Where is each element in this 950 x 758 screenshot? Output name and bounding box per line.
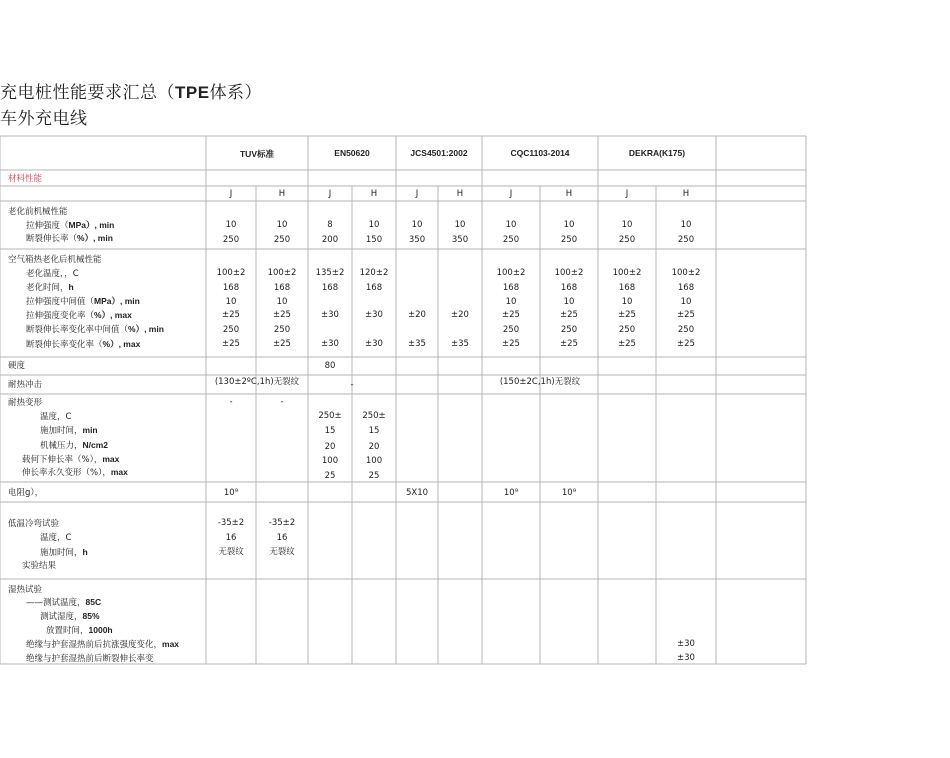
row-label: 机械压力，N/cm2	[40, 440, 109, 451]
row-label: 施加时间，min	[40, 425, 98, 436]
row-label: 测试湿度，85%	[40, 611, 100, 622]
heat-deform-en-mid-3: 20	[368, 442, 380, 452]
air-aging-top-cell-1: 100±2 168 10	[267, 268, 297, 307]
air-aging-mid-cell-1: ±25 250	[273, 310, 291, 335]
row-label: 老化温度，，C	[26, 269, 79, 279]
subheader-cell: H	[456, 189, 464, 199]
air-aging-bot-cell-9: ±25	[677, 339, 695, 349]
air-aging-bot-cell-3: ±30	[365, 339, 383, 349]
before-aging-cell-9: 10 250	[677, 220, 695, 245]
subheader-cell: H	[682, 189, 690, 199]
row-title-air-aging: 空气箱热老化后机械性能	[8, 255, 102, 265]
heat-deform-tuv-h: -	[280, 397, 284, 407]
heat-deform-en-bot-2: 100 25	[321, 456, 339, 481]
cold-bend-result-1: 无裂纹	[269, 547, 295, 557]
before-aging-cell-5: 10 350	[451, 220, 469, 245]
row-label: 伸长率永久变形（%），max	[22, 467, 128, 478]
air-aging-mid-cell-0: ±25 250	[222, 310, 240, 335]
cold-bend-result-0: 无裂纹	[218, 547, 244, 557]
resistance-cqc-j: 10⁹	[503, 488, 519, 498]
before-aging-cell-6: 10 250	[502, 220, 520, 245]
header-dekra: DEKRA(K175)	[628, 148, 686, 158]
cold-bend-tuv-1: -35±2 16	[268, 518, 296, 543]
hardness-value: 80	[324, 361, 336, 371]
air-aging-top-cell-8: 100±2 168 10	[612, 268, 642, 307]
air-aging-mid-cell-7: ±25 250	[560, 310, 578, 335]
heat-shock-tuv: (130±2ºC,1h)无裂纹	[214, 377, 300, 387]
row-label: 拉伸强度变化率（%）, max	[26, 310, 132, 321]
row-label: ——测试温度，85C	[26, 597, 102, 608]
row-label: 断裂伸长率变化率中间值（%）, min	[26, 324, 164, 335]
row-label: 放置时间，1000h	[46, 625, 113, 636]
row-label: 载何下伸长率（%），max	[22, 454, 120, 465]
air-aging-top-cell-7: 100±2 168 10	[554, 268, 584, 307]
air-aging-bot-cell-7: ±25	[560, 339, 578, 349]
damp-heat-dekra-h-2: ±30	[677, 653, 695, 663]
before-aging-cell-0: 10 250	[222, 220, 240, 245]
air-aging-bot-cell-1: ±25	[273, 339, 291, 349]
subheader-cell: H	[565, 189, 573, 199]
row-label: 断裂伸长率变化率（%）, max	[26, 339, 141, 350]
subheader-cell: H	[370, 189, 378, 199]
header-cqc1103: CQC1103-2014	[510, 148, 570, 158]
resistance-jcs: 5X10	[405, 488, 429, 498]
row-title-heat-deform: 耐热变形	[8, 398, 43, 408]
air-aging-top-cell-0: 100±2 168 10	[216, 268, 246, 307]
heat-deform-tuv-j: -	[229, 397, 233, 407]
subheader-cell: J	[328, 189, 332, 199]
air-aging-bot-cell-5: ±35	[451, 339, 469, 349]
row-title-resistance: 电阻g），	[8, 488, 44, 498]
air-aging-bot-cell-8: ±25	[618, 339, 636, 349]
damp-heat-dekra-h-1: ±30	[677, 639, 695, 649]
air-aging-bot-cell-4: ±35	[408, 339, 426, 349]
row-label: 老化时间，h	[26, 282, 74, 293]
air-aging-bot-cell-2: ±30	[321, 339, 339, 349]
heat-shock-en: -	[350, 380, 354, 390]
row-label: 拉伸强度中间值（MPa）, min	[26, 296, 140, 307]
subheader-cell: J	[229, 189, 233, 199]
before-aging-cell-1: 10 250	[273, 220, 291, 245]
header-tuv: TUV标准	[239, 149, 275, 159]
before-aging-cell-8: 10 250	[618, 220, 636, 245]
air-aging-mid-cell-9: ±25 250	[677, 310, 695, 335]
subheader-cell: J	[509, 189, 513, 199]
before-aging-cell-4: 10 350	[408, 220, 426, 245]
heat-deform-en-bot-3: 100 25	[365, 456, 383, 481]
air-aging-mid-cell-3: ±30	[365, 310, 383, 320]
subheader-cell: H	[278, 189, 286, 199]
subheader-cell: J	[625, 189, 629, 199]
before-aging-cell-3: 10 150	[365, 220, 383, 245]
air-aging-mid-cell-5: ±20	[451, 310, 469, 320]
air-aging-mid-cell-8: ±25 250	[618, 310, 636, 335]
row-title-damp-heat: 湿热试验	[8, 585, 43, 595]
row-label: 绝缘与护套湿热前后抗涨强度变化，max	[26, 639, 180, 650]
heat-deform-en-mid-2: 20	[324, 442, 336, 452]
row-label: 实验结果	[22, 561, 57, 571]
air-aging-mid-cell-6: ±25 250	[502, 310, 520, 335]
heat-shock-cqc: (150±2C,1h)无裂纹	[499, 377, 581, 387]
row-label: 断裂伸长率（%）, min	[26, 233, 113, 244]
row-title-hardness: 硬度	[8, 361, 26, 371]
resistance-cqc-h: 10⁹	[561, 488, 577, 498]
header-en50620: EN50620	[334, 148, 370, 158]
row-label: 绝缘与护套湿热前后断裂伸长率变	[26, 654, 154, 664]
air-aging-mid-cell-2: ±30	[321, 310, 339, 320]
air-aging-mid-cell-4: ±20	[408, 310, 426, 320]
heat-deform-en-top-2: 250± 15	[318, 411, 342, 436]
air-aging-top-cell-9: 100±2 168 10	[671, 268, 701, 307]
row-label: 拉伸强度（MPa）, min	[26, 220, 115, 231]
resistance-tuv: 10⁹	[223, 488, 239, 498]
air-aging-bot-cell-6: ±25	[502, 339, 520, 349]
row-label: 施加时间，h	[40, 547, 88, 558]
air-aging-top-cell-6: 100±2 168 10	[496, 268, 526, 307]
row-label: 温度，C	[40, 533, 72, 543]
page-subtitle: 车外充电线	[0, 109, 88, 129]
before-aging-cell-7: 10 250	[560, 220, 578, 245]
before-aging-cell-2: 8 200	[321, 220, 339, 245]
row-label: 温度，C	[40, 412, 72, 422]
subheader-cell: J	[415, 189, 419, 199]
row-title-cold-bend: 低温冷弯试验	[8, 519, 60, 529]
section-label: 材料性能	[8, 174, 43, 184]
air-aging-bot-cell-0: ±25	[222, 339, 240, 349]
row-title-before-aging: 老化前机械性能	[8, 207, 68, 217]
page-title: 充电桩性能要求汇总（TPE体系）	[0, 83, 263, 103]
row-title-heat-shock: 耐热冲击	[8, 380, 43, 390]
air-aging-top-cell-3: 120±2 168	[359, 268, 389, 293]
heat-deform-en-top-3: 250± 15	[362, 411, 386, 436]
air-aging-top-cell-2: 135±2 168	[315, 268, 345, 293]
header-jcs4501: JCS4501:2002	[410, 148, 468, 158]
cold-bend-tuv-0: -35±2 16	[217, 518, 245, 543]
